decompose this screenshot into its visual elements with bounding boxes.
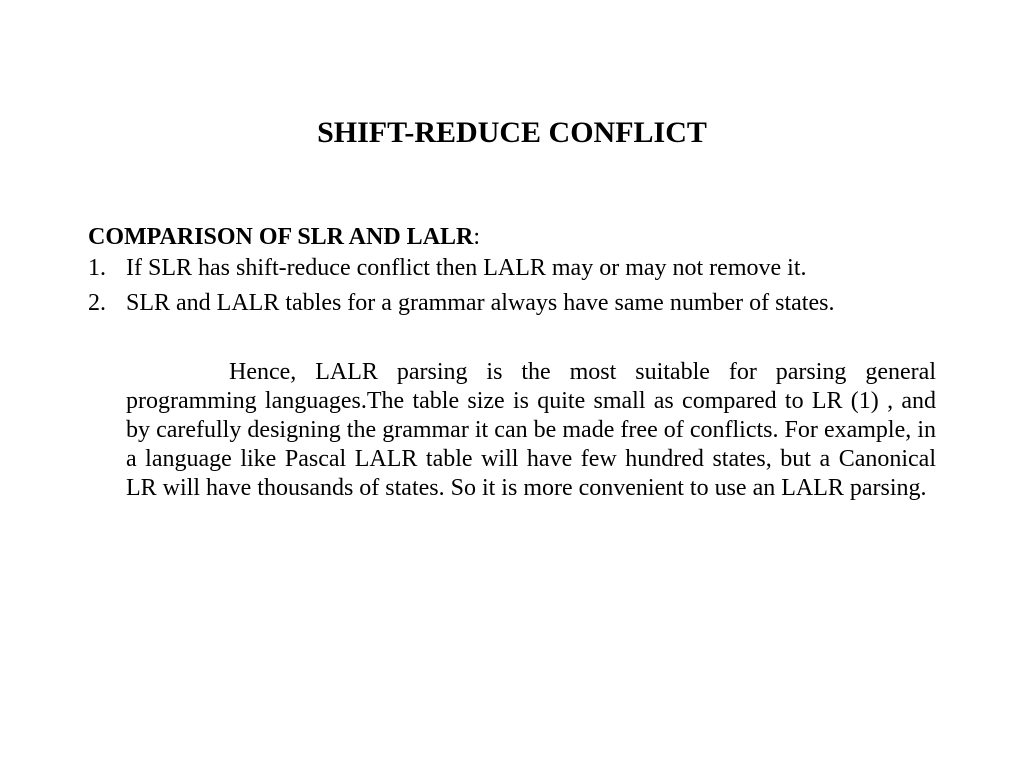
list-item-text: SLR and LALR tables for a grammar always have same number of states. <box>126 290 835 316</box>
slide-content <box>88 223 936 503</box>
section-heading-text: COMPARISON OF SLR AND LALR <box>88 224 474 250</box>
list-item-number: 1. <box>88 255 106 281</box>
body-paragraph: Hence, LALR parsing is the most suitable for parsing general programming languages.The table size is quite small as compared to LR (1) , and by carefully designing the grammar it can be made free of conflicts. For example, in a language like Pascal LALR table will have few hundred states, but a Canonical LR will have thousands of states. So it is more convenient to use an LALR parsing. <box>126 359 936 501</box>
list-item <box>88 254 936 283</box>
slide-title: SHIFT-REDUCE CONFLICT <box>317 116 707 149</box>
section-heading-colon: : <box>473 224 481 250</box>
list-item-text: If SLR has shift-reduce conflict then LALR may or may not remove it. <box>126 255 807 281</box>
list-item <box>88 289 936 318</box>
list-item-number: 2. <box>88 290 106 316</box>
comparison-list <box>88 254 936 318</box>
section-heading <box>88 223 936 252</box>
